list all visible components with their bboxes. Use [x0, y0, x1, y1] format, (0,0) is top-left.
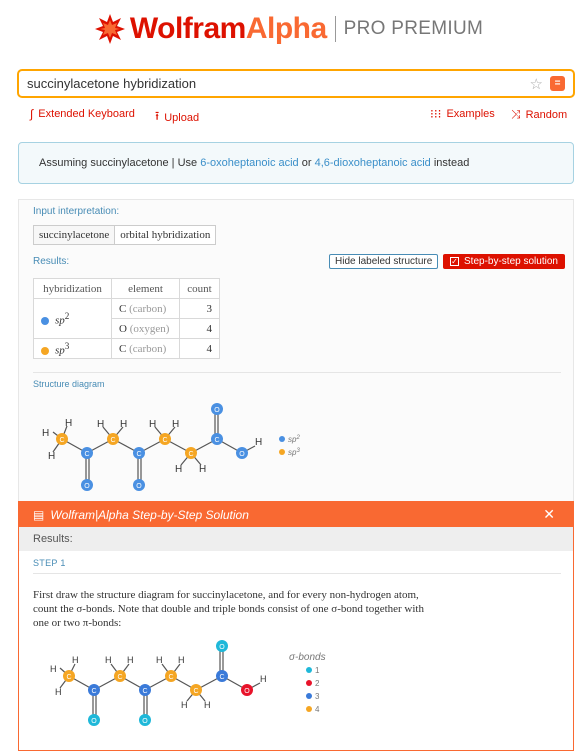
wolfram-star-icon	[94, 13, 126, 45]
svg-text:O: O	[214, 407, 220, 414]
step-label: STEP 1	[33, 558, 66, 568]
svg-text:O: O	[91, 718, 97, 725]
count-cell: 3	[180, 299, 220, 319]
search-input[interactable]: succinylacetone hybridization	[27, 76, 197, 91]
svg-text:C: C	[188, 451, 194, 458]
sp3-dot-icon	[41, 347, 49, 355]
svg-text:H: H	[50, 664, 57, 674]
toolbar	[30, 107, 568, 124]
svg-text:H: H	[55, 687, 62, 697]
upload-button[interactable]	[155, 107, 199, 128]
svg-text:H: H	[72, 655, 79, 665]
extended-keyboard-label: Extended Keyboard	[38, 108, 135, 120]
results-label: Results:	[33, 256, 70, 267]
favorite-star-icon[interactable]: ☆	[529, 75, 543, 93]
assumption-suffix: instead	[433, 157, 470, 169]
interpretation-term-1: succinylacetone	[34, 226, 115, 244]
table-row	[34, 339, 220, 359]
sigma-legend-dot	[306, 693, 312, 699]
svg-text:C: C	[117, 674, 123, 681]
assumption-or: or	[301, 157, 312, 169]
svg-text:C: C	[91, 688, 97, 695]
svg-text:H: H	[156, 655, 163, 665]
interpretation-term-2: orbital hybridization	[120, 229, 211, 241]
svg-text:C: C	[136, 451, 142, 458]
table-header: hybridization	[34, 279, 112, 299]
structure-diagram	[33, 396, 333, 496]
hybridization-cell: $sp^2$	[34, 299, 112, 339]
legend-sp3: $sp^3$	[288, 448, 300, 457]
step-by-step-header	[19, 502, 573, 527]
examples-label: Examples	[446, 108, 495, 120]
extended-keyboard-button[interactable]	[30, 107, 135, 121]
tier-label: PRO PREMIUM	[343, 18, 484, 39]
svg-text:H: H	[149, 419, 157, 430]
table-header: element	[112, 279, 180, 299]
table-header: count	[180, 279, 220, 299]
hide-labeled-structure-button[interactable]: Hide labeled structure	[329, 254, 438, 269]
legend-sp2-dot	[279, 436, 285, 442]
svg-text:H: H	[255, 437, 263, 448]
keyboard-icon: ∫	[30, 107, 34, 121]
sigma-legend-label: 4	[315, 705, 320, 714]
svg-text:C: C	[110, 437, 116, 444]
svg-text:C: C	[142, 688, 148, 695]
logo[interactable]	[0, 12, 577, 52]
assumption-banner	[18, 142, 574, 184]
svg-text:C: C	[193, 688, 199, 695]
examples-button[interactable]	[430, 107, 495, 121]
sigma-legend-dot	[306, 680, 312, 686]
sigma-legend-label: 1	[315, 666, 320, 675]
svg-text:H: H	[97, 419, 105, 430]
svg-text:O: O	[239, 451, 245, 458]
step-by-step-title: Wolfram|Alpha Step-by-Step Solution	[50, 507, 249, 522]
svg-text:O: O	[244, 688, 250, 695]
logo-divider	[335, 16, 336, 42]
svg-text:H: H	[48, 451, 56, 462]
count-cell: 4	[180, 339, 220, 359]
grid-icon: ⁝⁝⁝	[430, 107, 442, 121]
svg-text:H: H	[178, 655, 185, 665]
svg-text:H: H	[42, 428, 50, 439]
svg-text:O: O	[142, 718, 148, 725]
svg-text:C: C	[84, 451, 90, 458]
hybridization-table	[33, 278, 220, 359]
svg-text:H: H	[260, 674, 267, 684]
svg-text:H: H	[65, 418, 73, 429]
step-by-step-label: Step-by-step solution	[464, 256, 558, 267]
svg-text:O: O	[136, 483, 142, 490]
sigma-legend-label: 2	[315, 679, 320, 688]
results-pod	[18, 199, 574, 509]
sigma-legend-dot	[306, 706, 312, 712]
assumption-option-1[interactable]: 6-oxoheptanoic acid	[200, 157, 299, 169]
random-label: Random	[525, 108, 568, 121]
svg-text:H: H	[105, 655, 112, 665]
svg-text:O: O	[84, 483, 90, 490]
close-icon[interactable]: ✕	[543, 506, 555, 522]
svg-text:C: C	[162, 437, 168, 444]
svg-text:H: H	[175, 464, 183, 475]
compute-button[interactable]: =	[550, 76, 565, 91]
svg-text:H: H	[120, 419, 128, 430]
structure-diagram-label: Structure diagram	[33, 379, 105, 389]
step-text: First draw the structure diagram for succinylacetone, and for every non-hydrogen atom, count the σ-bonds. Note that double and triple bonds consist of one σ-bond together with one or two π-bonds:	[33, 589, 424, 629]
legend-sp3-dot	[279, 449, 285, 455]
svg-text:H: H	[172, 419, 180, 430]
divider	[33, 573, 561, 574]
svg-text:O: O	[219, 644, 225, 651]
shuffle-icon: ⤨	[511, 107, 521, 121]
sigma-legend-dot	[306, 667, 312, 673]
legend-sp2: $sp^2$	[288, 435, 300, 444]
element-cell: C (carbon)	[112, 299, 180, 319]
checkbox-icon: ✓	[451, 257, 458, 266]
element-cell: O (oxygen)	[112, 319, 180, 339]
svg-text:C: C	[168, 674, 174, 681]
brand-wolfram: Wolfram	[129, 12, 246, 45]
hybridization-cell: $sp^3$	[34, 339, 112, 359]
svg-text:C: C	[59, 437, 65, 444]
input-interpretation-box	[33, 225, 216, 245]
assumption-option-2[interactable]: 4,6-dioxoheptanoic acid	[314, 157, 431, 169]
document-icon: ▤	[33, 507, 45, 522]
step-results-label: Results:	[19, 527, 573, 551]
step-by-step-button[interactable]	[443, 254, 565, 269]
search-box[interactable]	[17, 69, 575, 98]
sigma-legend-label: 3	[315, 692, 320, 701]
table-row	[34, 299, 220, 319]
random-button[interactable]	[511, 107, 567, 122]
brand-alpha: Alpha	[245, 12, 327, 45]
svg-text:H: H	[199, 464, 207, 475]
svg-text:C: C	[66, 674, 72, 681]
input-interpretation-label: Input interpretation:	[33, 206, 120, 217]
svg-text:C: C	[214, 437, 220, 444]
svg-text:H: H	[127, 655, 134, 665]
element-cell: C (carbon)	[112, 339, 180, 359]
svg-text:H: H	[181, 700, 188, 710]
sigma-legend-title: σ-bonds	[289, 652, 326, 663]
sigma-bond-diagram	[33, 638, 353, 738]
step-by-step-panel	[18, 501, 574, 751]
upload-label: Upload	[164, 111, 200, 124]
count-cell: 4	[180, 319, 220, 339]
assumption-prefix: Assuming succinylacetone | Use	[39, 157, 198, 169]
upload-icon: ⭱	[155, 109, 160, 123]
svg-text:C: C	[219, 674, 225, 681]
divider	[33, 372, 561, 373]
sp2-dot-icon	[41, 317, 49, 325]
svg-text:H: H	[204, 700, 211, 710]
